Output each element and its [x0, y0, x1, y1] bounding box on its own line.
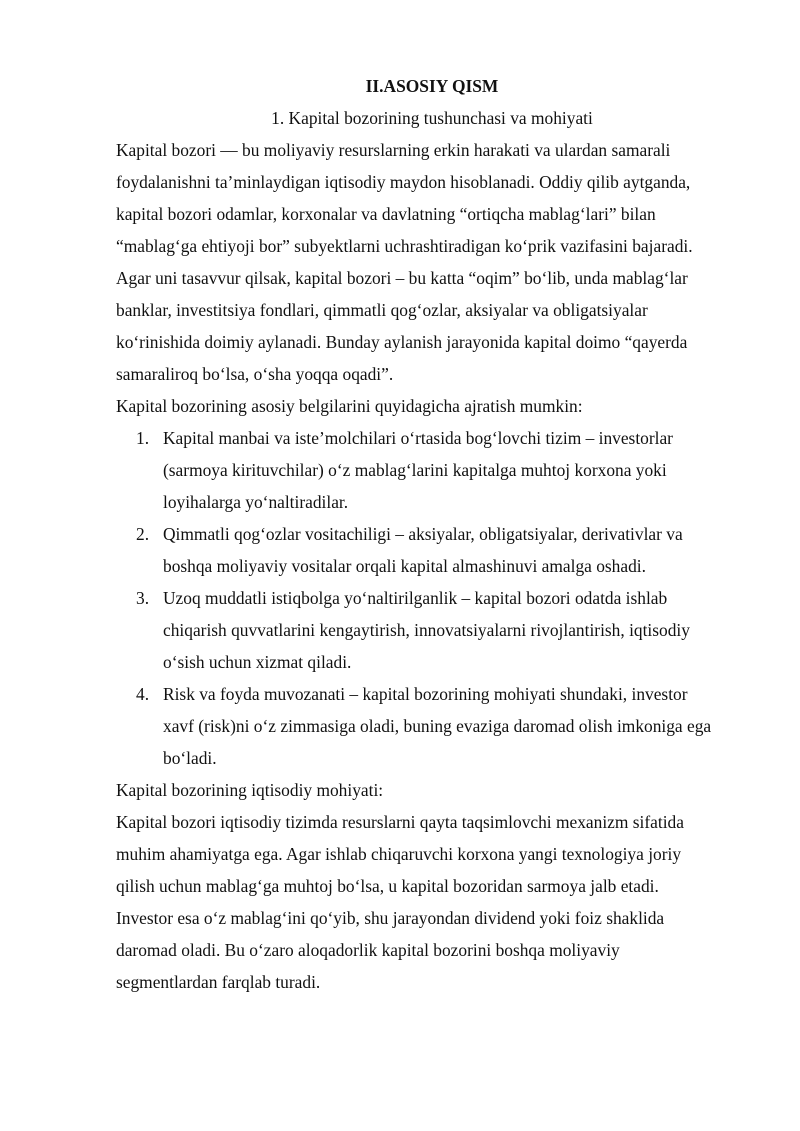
list-item-text: Uzoq muddatli istiqbolga yo‘naltirilganlik – kapital bozori odatda ishlab chiqarish quvvatlarini kengaytirish, innovatsiyalarni rivojlantirish, iqtisodiy o‘sish uchun xizmat qiladi. — [163, 588, 690, 672]
list-item — [116, 518, 716, 582]
economic-essence-paragraph: Kapital bozori iqtisodiy tizimda resurslarni qayta taqsimlovchi mexanizm sifatida muhim ahamiyatga ega. Agar ishlab chiqaruvchi korxona yangi texnologiya joriy qilish uchun mablag‘ga muhtoj bo‘lsa, u kapital bozoridan sarmoya jalb etadi. Investor esa o‘z mablag‘ini qo‘yib, shu jarayondan dividend yoki foiz shaklida daromad oladi. Bu o‘zaro aloqadorlik kapital bozorini boshqa moliyaviy segmentlardan farqlab turadi. — [116, 812, 684, 992]
list-item — [116, 678, 716, 774]
subsection-heading: 1. Kapital bozorining tushunchasi va mohiyati — [271, 108, 593, 128]
list-item-text: Qimmatli qog‘ozlar vositachiligi – aksiyalar, obligatsiyalar, derivativlar va boshqa moliyaviy vositalar orqali kapital almashinuvi amalga oshadi. — [163, 524, 683, 576]
list-item — [116, 582, 716, 678]
features-list — [116, 422, 716, 774]
economic-essence-title: Kapital bozorining iqtisodiy mohiyati: — [116, 780, 384, 800]
list-item-number: 2. — [136, 524, 150, 544]
list-item-number: 3. — [136, 588, 150, 608]
list-item-number: 4. — [136, 684, 150, 704]
list-item-number: 1. — [136, 428, 150, 448]
list-item — [116, 422, 716, 518]
list-item-text: Risk va foyda muvozanati – kapital bozorining mohiyati shundaki, investor xavf (risk)ni o‘z zimmasiga oladi, buning evaziga daromad olish imkoniga ega bo‘ladi. — [163, 684, 712, 768]
intro-paragraph: Kapital bozori — bu moliyaviy resurslarning erkin harakati va ulardan samarali foydalanishni ta’minlaydigan iqtisodiy maydon hisoblanadi. Oddiy qilib aytganda, kapital bozori odamlar, korxonalar va davlatning “ortiqcha mablag‘lari” bilan “mablag‘ga ehtiyoji bor” subyektlarni uchrashtiradigan ko‘prik vazifasini bajaradi. Agar uni tasavvur qilsak, kapital bozori – bu katta “oqim” bo‘lib, unda mablag‘lar banklar, investitsiya fondlari, qimmatli qog‘ozlar, aksiyalar va obligatsiyalar ko‘rinishida doimiy aylanadi. Bunday aylanish jarayonida kapital doimo “qayerda samaraliroq bo‘lsa, o‘sha yoqqa oqadi”. — [116, 140, 693, 384]
document-body — [116, 70, 716, 998]
list-item-text: Kapital manbai va iste’molchilari o‘rtasida bog‘lovchi tizim – investorlar (sarmoya kirituvchilar) o‘z mablag‘larini kapitalga muhtoj korxona yoki loyihalarga yo‘naltiradilar. — [163, 428, 673, 512]
features-intro: Kapital bozorining asosiy belgilarini quyidagicha ajratish mumkin: — [116, 396, 583, 416]
section-heading: II.ASOSIY QISM — [365, 76, 499, 96]
